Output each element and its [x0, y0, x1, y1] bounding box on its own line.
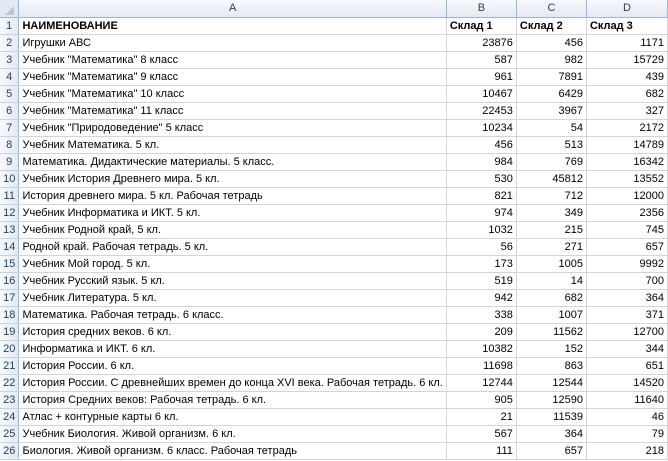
cell-sklad-1[interactable]: 519 [446, 272, 516, 289]
row-header[interactable]: 5 [0, 85, 19, 102]
cell-name[interactable]: Учебник "Математика" 9 класс [19, 68, 446, 85]
cell-name[interactable]: Атлас + контурные карты 6 кл. [19, 408, 446, 425]
cell-sklad-1[interactable]: 1032 [446, 221, 516, 238]
row-header[interactable]: 10 [0, 170, 19, 187]
table-row [0, 357, 668, 374]
cell-sklad-1[interactable]: 961 [446, 68, 516, 85]
cell-sklad-1[interactable]: 821 [446, 187, 516, 204]
table-row [0, 442, 668, 459]
cell-sklad-3[interactable]: 15729 [586, 51, 667, 68]
cell-sklad-1[interactable]: 111 [446, 442, 516, 459]
cell-sklad-1[interactable]: 942 [446, 289, 516, 306]
row-header[interactable]: 22 [0, 374, 19, 391]
cell-sklad-3[interactable]: 14789 [586, 136, 667, 153]
table-row [0, 289, 668, 306]
row-header[interactable]: 18 [0, 306, 19, 323]
row-header[interactable]: 2 [0, 34, 19, 51]
cell-sklad-3[interactable]: 700 [586, 272, 667, 289]
column-header-a[interactable]: A [19, 0, 446, 17]
table-row [0, 238, 668, 255]
cell-sklad-3[interactable]: 12000 [586, 187, 667, 204]
cell-sklad-1[interactable]: 587 [446, 51, 516, 68]
cell-sklad-1[interactable]: 974 [446, 204, 516, 221]
row-header[interactable]: 12 [0, 204, 19, 221]
cell-sklad-2[interactable]: 1005 [516, 255, 586, 272]
cell-sklad-2[interactable]: 364 [516, 425, 586, 442]
row-header[interactable]: 4 [0, 68, 19, 85]
cell-name[interactable]: Учебник Литература. 5 кл. [19, 289, 446, 306]
table-row [0, 17, 668, 34]
cell-sklad-2[interactable]: 682 [516, 289, 586, 306]
cell-sklad-1[interactable]: 23876 [446, 34, 516, 51]
column-header-b[interactable]: B [446, 0, 516, 17]
cell-sklad-1[interactable]: 56 [446, 238, 516, 255]
cell-name[interactable]: Учебник Русский язык. 5 кл. [19, 272, 446, 289]
cell-sklad-2[interactable]: 12590 [516, 391, 586, 408]
row-header[interactable]: 20 [0, 340, 19, 357]
row-header[interactable]: 16 [0, 272, 19, 289]
cell-sklad-1[interactable]: 11698 [446, 357, 516, 374]
cell-sklad-1[interactable]: Склад 1 [446, 17, 516, 34]
cell-name[interactable]: История России. С древнейших времен до конца XVI века. Рабочая тетрадь. 6 кл. [19, 374, 446, 391]
column-header-d[interactable]: D [586, 0, 667, 17]
table-row [0, 340, 668, 357]
cell-sklad-2[interactable]: 14 [516, 272, 586, 289]
table-row [0, 119, 668, 136]
table-row [0, 323, 668, 340]
cell-sklad-3[interactable]: 344 [586, 340, 667, 357]
table-row [0, 85, 668, 102]
cell-sklad-2[interactable]: 11539 [516, 408, 586, 425]
cell-name[interactable]: Математика. Дидактические материалы. 5 класс. [19, 153, 446, 170]
cell-sklad-3[interactable]: 46 [586, 408, 667, 425]
cell-sklad-1[interactable]: 10467 [446, 85, 516, 102]
cell-sklad-2[interactable]: 657 [516, 442, 586, 459]
cell-name[interactable]: Учебник Мой город. 5 кл. [19, 255, 446, 272]
row-header[interactable]: 9 [0, 153, 19, 170]
cell-sklad-2[interactable]: 1007 [516, 306, 586, 323]
cell-name[interactable]: Учебник "Математика" 11 класс [19, 102, 446, 119]
cell-sklad-2[interactable]: 982 [516, 51, 586, 68]
cell-sklad-3[interactable]: 657 [586, 238, 667, 255]
row-header[interactable]: 15 [0, 255, 19, 272]
cell-name[interactable]: История средних веков. 6 кл. [19, 323, 446, 340]
cell-sklad-1[interactable]: 12744 [446, 374, 516, 391]
row-header[interactable]: 23 [0, 391, 19, 408]
cell-sklad-1[interactable]: 10234 [446, 119, 516, 136]
row-header[interactable]: 11 [0, 187, 19, 204]
cell-sklad-3[interactable]: 2172 [586, 119, 667, 136]
row-header[interactable]: 6 [0, 102, 19, 119]
table-row [0, 272, 668, 289]
row-header[interactable]: 3 [0, 51, 19, 68]
cell-sklad-2[interactable]: 769 [516, 153, 586, 170]
table-row [0, 221, 668, 238]
cell-name[interactable]: История Средних веков: Рабочая тетрадь. 6 кл. [19, 391, 446, 408]
cell-sklad-2[interactable]: 456 [516, 34, 586, 51]
cell-sklad-2[interactable]: 6429 [516, 85, 586, 102]
row-header[interactable]: 17 [0, 289, 19, 306]
row-header[interactable]: 14 [0, 238, 19, 255]
cell-sklad-2[interactable]: 349 [516, 204, 586, 221]
grid-body [0, 17, 668, 459]
table-row [0, 425, 668, 442]
table-row [0, 408, 668, 425]
cell-sklad-1[interactable]: 984 [446, 153, 516, 170]
table-row [0, 34, 668, 51]
table-row [0, 170, 668, 187]
cell-name[interactable]: Информатика и ИКТ. 6 кл. [19, 340, 446, 357]
cell-name[interactable]: Учебник Информатика и ИКТ. 5 кл. [19, 204, 446, 221]
cell-sklad-3[interactable]: 14520 [586, 374, 667, 391]
cell-sklad-3[interactable]: 651 [586, 357, 667, 374]
row-header[interactable]: 7 [0, 119, 19, 136]
cell-sklad-3[interactable]: 371 [586, 306, 667, 323]
cell-sklad-3[interactable]: 12700 [586, 323, 667, 340]
cell-sklad-1[interactable]: 530 [446, 170, 516, 187]
cell-sklad-2[interactable]: 54 [516, 119, 586, 136]
cell-sklad-1[interactable]: 567 [446, 425, 516, 442]
cell-sklad-3[interactable]: 79 [586, 425, 667, 442]
column-header-c[interactable]: C [516, 0, 586, 17]
cell-name[interactable]: Родной край. Рабочая тетрадь. 5 кл. [19, 238, 446, 255]
cell-name[interactable]: Учебник Родной край, 5 кл. [19, 221, 446, 238]
cell-sklad-2[interactable]: Склад 2 [516, 17, 586, 34]
select-all-triangle-icon [5, 6, 14, 15]
cell-sklad-2[interactable]: 152 [516, 340, 586, 357]
cell-sklad-1[interactable]: 10382 [446, 340, 516, 357]
cell-sklad-1[interactable]: 338 [446, 306, 516, 323]
cell-sklad-3[interactable]: Склад 3 [586, 17, 667, 34]
row-header[interactable]: 26 [0, 442, 19, 459]
table-row [0, 306, 668, 323]
cell-sklad-2[interactable]: 11562 [516, 323, 586, 340]
cell-sklad-3[interactable]: 2356 [586, 204, 667, 221]
cell-sklad-1[interactable]: 209 [446, 323, 516, 340]
row-header[interactable]: 13 [0, 221, 19, 238]
cell-sklad-3[interactable]: 13552 [586, 170, 667, 187]
cell-sklad-3[interactable]: 364 [586, 289, 667, 306]
table-row [0, 391, 668, 408]
cell-name[interactable]: Учебник "Природоведение" 5 класс [19, 119, 446, 136]
cell-name[interactable]: Биология. Живой организм. 6 класс. Рабочая тетрадь [19, 442, 446, 459]
cell-sklad-2[interactable]: 7891 [516, 68, 586, 85]
table-row [0, 102, 668, 119]
cell-sklad-3[interactable]: 745 [586, 221, 667, 238]
cell-sklad-1[interactable]: 21 [446, 408, 516, 425]
cell-sklad-3[interactable]: 682 [586, 85, 667, 102]
cell-name[interactable]: Учебник "Математика" 10 класс [19, 85, 446, 102]
cell-name[interactable]: Учебник История Древнего мира. 5 кл. [19, 170, 446, 187]
cell-name[interactable]: Учебник "Математика" 8 класс [19, 51, 446, 68]
cell-sklad-2[interactable]: 12544 [516, 374, 586, 391]
cell-sklad-2[interactable]: 271 [516, 238, 586, 255]
select-all-corner[interactable] [0, 0, 19, 17]
cell-name[interactable]: История России. 6 кл. [19, 357, 446, 374]
cell-sklad-2[interactable]: 712 [516, 187, 586, 204]
table-row [0, 68, 668, 85]
cell-sklad-3[interactable]: 11640 [586, 391, 667, 408]
cell-sklad-3[interactable]: 1171 [586, 34, 667, 51]
cell-sklad-2[interactable]: 45812 [516, 170, 586, 187]
cell-sklad-1[interactable]: 22453 [446, 102, 516, 119]
cell-name[interactable]: История древнего мира. 5 кл. Рабочая тетрадь [19, 187, 446, 204]
cell-name[interactable]: Математика. Рабочая тетрадь. 6 класс. [19, 306, 446, 323]
row-header[interactable]: 21 [0, 357, 19, 374]
cell-sklad-1[interactable]: 905 [446, 391, 516, 408]
row-header[interactable]: 25 [0, 425, 19, 442]
table-row [0, 204, 668, 221]
table-row [0, 136, 668, 153]
cell-sklad-3[interactable]: 218 [586, 442, 667, 459]
cell-sklad-3[interactable]: 439 [586, 68, 667, 85]
cell-sklad-2[interactable]: 863 [516, 357, 586, 374]
cell-sklad-2[interactable]: 3967 [516, 102, 586, 119]
row-header[interactable]: 8 [0, 136, 19, 153]
table-row [0, 187, 668, 204]
cell-name[interactable]: НАИМЕНОВАНИЕ [19, 17, 446, 34]
cell-sklad-2[interactable]: 215 [516, 221, 586, 238]
cell-sklad-3[interactable]: 16342 [586, 153, 667, 170]
cell-sklad-2[interactable]: 513 [516, 136, 586, 153]
table-row [0, 51, 668, 68]
row-header[interactable]: 24 [0, 408, 19, 425]
table-row [0, 374, 668, 391]
cell-name[interactable]: Игрушки АВС [19, 34, 446, 51]
table-row [0, 255, 668, 272]
cell-sklad-1[interactable]: 173 [446, 255, 516, 272]
row-header[interactable]: 19 [0, 323, 19, 340]
table-row [0, 153, 668, 170]
cell-sklad-1[interactable]: 456 [446, 136, 516, 153]
row-header[interactable]: 1 [0, 17, 19, 34]
cell-sklad-3[interactable]: 327 [586, 102, 667, 119]
cell-name[interactable]: Учебник Биология. Живой организм. 6 кл. [19, 425, 446, 442]
cell-name[interactable]: Учебник Математика. 5 кл. [19, 136, 446, 153]
cell-sklad-3[interactable]: 9992 [586, 255, 667, 272]
